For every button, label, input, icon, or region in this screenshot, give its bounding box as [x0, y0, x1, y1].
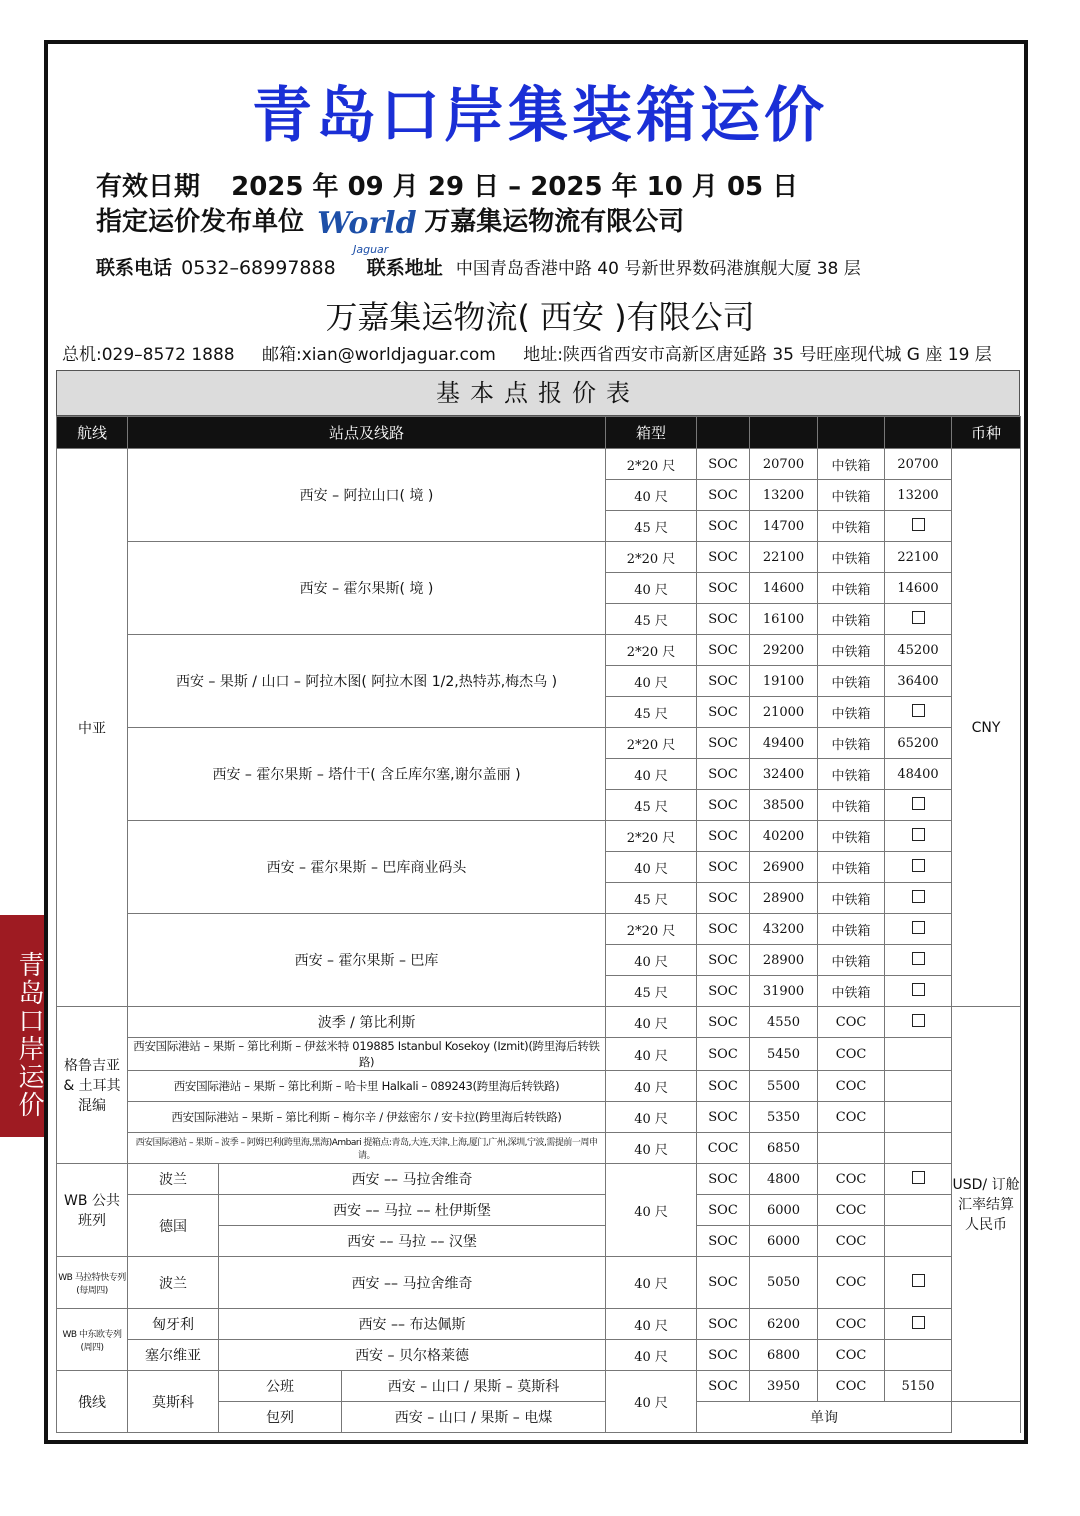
route-cell: 西安国际港站 – 果斯 – 第比利斯 – 哈卡里 Halkali – 089243(跨里海后转铁路) — [128, 1071, 606, 1102]
table-title: 基本点报价表 — [56, 370, 1020, 416]
empty-checkbox-icon — [912, 921, 925, 934]
container-type-cell: 中铁箱 — [818, 697, 885, 728]
box-cell: 2*20 尺 — [606, 821, 697, 852]
checkbox-cell — [885, 790, 952, 821]
region-cell: WB 公共 班列 — [57, 1164, 128, 1257]
container-type-cell: COC — [818, 1257, 885, 1309]
empty-checkbox-icon — [912, 859, 925, 872]
phone-value: 0532–68997888 — [181, 257, 336, 279]
price-cell: 36400 — [885, 666, 952, 697]
empty-cell — [885, 1038, 952, 1071]
checkbox-cell — [885, 914, 952, 945]
route-cell: 西安 –– 马拉舍维奇 — [219, 1257, 606, 1309]
owner-cell: SOC — [697, 1038, 750, 1071]
container-type-cell: 中铁箱 — [818, 883, 885, 914]
container-type-cell: 中铁箱 — [818, 604, 885, 635]
box-cell: 40 尺 — [606, 666, 697, 697]
container-type-cell: 中铁箱 — [818, 480, 885, 511]
box-cell: 45 尺 — [606, 697, 697, 728]
branch-address: 地址:陕西省西安市高新区唐延路 35 号旺座现代城 G 座 19 层 — [523, 345, 992, 365]
route-cell: 西安 – 果斯 / 山口 – 阿拉木图( 阿拉木图 1/2,热特苏,梅杰乌 ) — [128, 635, 606, 728]
owner-cell: SOC — [697, 728, 750, 759]
box-cell: 45 尺 — [606, 883, 697, 914]
container-type-cell: 中铁箱 — [818, 728, 885, 759]
checkbox-cell — [885, 1309, 952, 1340]
country-cell: 波兰 — [128, 1257, 219, 1309]
container-type-cell: 中铁箱 — [818, 790, 885, 821]
price-cell: 5150 — [885, 1371, 952, 1402]
empty-cell — [885, 1133, 952, 1164]
checkbox-cell — [885, 1007, 952, 1038]
route-cell: 西安 –– 马拉 –– 汉堡 — [219, 1226, 606, 1257]
box-cell: 45 尺 — [606, 604, 697, 635]
country-cell: 匈牙利 — [128, 1309, 219, 1340]
checkbox-cell — [885, 1257, 952, 1309]
owner-cell: SOC — [697, 1102, 750, 1133]
container-type-cell: 中铁箱 — [818, 976, 885, 1007]
price-cell: 38500 — [750, 790, 818, 821]
empty-checkbox-icon — [912, 1316, 925, 1329]
checkbox-cell — [885, 697, 952, 728]
empty-checkbox-icon — [912, 828, 925, 841]
price-cell: 49400 — [750, 728, 818, 759]
route-cell: 西安 – 霍尔果斯 – 塔什干( 含丘库尔塞,谢尔盖丽 ) — [128, 728, 606, 821]
box-cell: 40 尺 — [606, 573, 697, 604]
route-cell: 西安 –– 马拉 –– 杜伊斯堡 — [219, 1195, 606, 1226]
container-type-cell: 中铁箱 — [818, 449, 885, 480]
price-cell: 28900 — [750, 883, 818, 914]
currency-cell: CNY — [952, 449, 1021, 1007]
price-cell: 20700 — [885, 449, 952, 480]
checkbox-cell — [885, 1164, 952, 1195]
branch-company-name: 万嘉集运物流( 西安 )有限公司 — [325, 298, 755, 336]
box-cell: 40 尺 — [606, 759, 697, 790]
owner-cell: SOC — [697, 1164, 750, 1195]
empty-checkbox-icon — [912, 704, 925, 717]
empty-cell — [885, 1102, 952, 1133]
owner-cell: SOC — [697, 852, 750, 883]
empty-checkbox-icon — [912, 1014, 925, 1027]
publisher-line — [96, 202, 685, 256]
owner-cell: SOC — [697, 604, 750, 635]
box-cell: 40 尺 — [606, 852, 697, 883]
validity-label: 有效日期 — [96, 172, 201, 202]
box-cell: 40 尺 — [606, 1371, 697, 1433]
route-cell: 西安国际港站 – 果斯 – 波季 – 阿姆巴利(跨里海,黑海)Ambari 提箱点:青岛,大连,天津,上海,厦门,广州,深圳,宁波,需提前一周申请。 — [128, 1133, 606, 1164]
branch-contact — [62, 340, 1014, 365]
empty-checkbox-icon — [912, 518, 925, 531]
table-row — [57, 1195, 1021, 1226]
table-row — [57, 914, 1021, 945]
route-cell: 波季 / 第比利斯 — [128, 1007, 606, 1038]
owner-cell: SOC — [697, 542, 750, 573]
price-cell: 5450 — [750, 1038, 818, 1071]
box-cell: 40 尺 — [606, 1071, 697, 1102]
checkbox-cell — [885, 511, 952, 542]
box-cell: 40 尺 — [606, 480, 697, 511]
country-cell: 德国 — [128, 1195, 219, 1257]
container-type-cell: 中铁箱 — [818, 666, 885, 697]
box-cell: 2*20 尺 — [606, 635, 697, 666]
route-cell: 西安 – 山口 / 果斯 – 电煤 — [342, 1402, 606, 1433]
price-cell: 48400 — [885, 759, 952, 790]
validity-line — [96, 166, 798, 203]
box-cell: 40 尺 — [606, 1038, 697, 1071]
container-type-cell: COC — [818, 1309, 885, 1340]
branch-switchboard: 总机:029–8572 1888 — [62, 345, 235, 365]
price-cell: 5500 — [750, 1071, 818, 1102]
route-cell: 西安 –– 马拉舍维奇 — [219, 1164, 606, 1195]
container-type-cell: 中铁箱 — [818, 759, 885, 790]
container-type-cell: COC — [818, 1102, 885, 1133]
price-cell: 4550 — [750, 1007, 818, 1038]
owner-cell: SOC — [697, 976, 750, 1007]
box-cell: 40 尺 — [606, 945, 697, 976]
container-type-cell: COC — [818, 1226, 885, 1257]
header-route: 航线 — [57, 417, 128, 449]
price-cell: 3950 — [750, 1371, 818, 1402]
container-type-cell: 中铁箱 — [818, 821, 885, 852]
empty-checkbox-icon — [912, 1274, 925, 1287]
table-row — [57, 1371, 1021, 1402]
price-cell: 5050 — [750, 1257, 818, 1309]
owner-cell: SOC — [697, 914, 750, 945]
box-cell: 40 尺 — [606, 1133, 697, 1164]
owner-cell: SOC — [697, 1309, 750, 1340]
price-cell: 21000 — [750, 697, 818, 728]
service-kind-cell: 包列 — [219, 1402, 342, 1433]
address-value: 中国青岛香港中路 40 号新世界数码港旗舰大厦 38 层 — [455, 259, 861, 279]
price-cell: 65200 — [885, 728, 952, 759]
route-cell: 西安 – 阿拉山口( 境 ) — [128, 449, 606, 542]
box-cell: 2*20 尺 — [606, 728, 697, 759]
route-cell: 西安 – 霍尔果斯 – 巴库 — [128, 914, 606, 1007]
box-cell: 45 尺 — [606, 976, 697, 1007]
empty-cell — [885, 1340, 952, 1371]
checkbox-cell — [885, 945, 952, 976]
price-cell: 6800 — [750, 1340, 818, 1371]
owner-cell: SOC — [697, 1071, 750, 1102]
table-row — [57, 1007, 1021, 1038]
container-type-cell: COC — [818, 1007, 885, 1038]
checkbox-cell — [885, 821, 952, 852]
branch-email: 邮箱:xian@worldjaguar.com — [262, 345, 496, 365]
empty-cell — [885, 1071, 952, 1102]
price-cell: 32400 — [750, 759, 818, 790]
box-cell: 2*20 尺 — [606, 542, 697, 573]
checkbox-cell — [885, 852, 952, 883]
owner-cell: SOC — [697, 1257, 750, 1309]
owner-cell: SOC — [697, 449, 750, 480]
price-cell: 16100 — [750, 604, 818, 635]
table-row — [57, 728, 1021, 759]
price-cell: 45200 — [885, 635, 952, 666]
table-row — [57, 1340, 1021, 1371]
owner-cell: SOC — [697, 1340, 750, 1371]
route-cell: 西安 – 贝尔格莱德 — [219, 1340, 606, 1371]
currency-cell: USD/ 订舱汇率结算人民币 — [952, 1007, 1021, 1402]
box-cell: 40 尺 — [606, 1309, 697, 1340]
container-type-cell: 中铁箱 — [818, 573, 885, 604]
owner-cell: SOC — [697, 821, 750, 852]
region-cell: 俄线 — [57, 1371, 128, 1433]
checkbox-cell — [885, 604, 952, 635]
price-cell: 6200 — [750, 1309, 818, 1340]
price-cell: 14600 — [750, 573, 818, 604]
service-kind-cell: 公班 — [219, 1371, 342, 1402]
box-cell: 40 尺 — [606, 1340, 697, 1371]
price-cell: 31900 — [750, 976, 818, 1007]
price-cell: 26900 — [750, 852, 818, 883]
owner-cell: SOC — [697, 1371, 750, 1402]
inquiry-note-cell: 单询 — [697, 1402, 952, 1433]
price-cell: 13200 — [750, 480, 818, 511]
owner-cell: SOC — [697, 759, 750, 790]
region-cell: WB 马拉特快专列 (每周四) — [57, 1257, 128, 1309]
price-cell: 40200 — [750, 821, 818, 852]
table-row — [57, 1257, 1021, 1309]
country-cell: 塞尔维亚 — [128, 1340, 219, 1371]
route-cell: 西安国际港站 – 果斯 – 第比利斯 – 梅尔辛 / 伊兹密尔 / 安卡拉(跨里海后转铁路) — [128, 1102, 606, 1133]
price-cell: 6850 — [750, 1133, 818, 1164]
region-cell: 中亚 — [57, 449, 128, 1007]
world-jaguar-logo: World Jaguar — [317, 205, 417, 256]
price-cell: 14700 — [750, 511, 818, 542]
price-cell: 22100 — [885, 542, 952, 573]
box-cell: 2*20 尺 — [606, 449, 697, 480]
box-cell: 40 尺 — [606, 1257, 697, 1309]
container-type-cell: 中铁箱 — [818, 852, 885, 883]
checkbox-cell — [885, 976, 952, 1007]
side-tab: 青岛口岸运价 — [0, 915, 44, 1137]
table-row — [57, 1309, 1021, 1340]
header-box: 箱型 — [606, 417, 697, 449]
owner-cell: SOC — [697, 666, 750, 697]
table-row — [57, 821, 1021, 852]
price-cell: 6000 — [750, 1195, 818, 1226]
empty-checkbox-icon — [912, 797, 925, 810]
page-title: 青岛口岸集装箱运价 — [252, 81, 828, 151]
container-type-cell: 中铁箱 — [818, 635, 885, 666]
empty-checkbox-icon — [912, 983, 925, 996]
publisher-label: 指定运价发布单位 — [96, 207, 305, 237]
box-cell: 40 尺 — [606, 1164, 697, 1257]
owner-cell: SOC — [697, 635, 750, 666]
container-type-cell: 中铁箱 — [818, 914, 885, 945]
header-stations: 站点及线路 — [128, 417, 606, 449]
price-cell: 6000 — [750, 1226, 818, 1257]
route-cell: 西安 –– 布达佩斯 — [219, 1309, 606, 1340]
owner-cell: SOC — [697, 945, 750, 976]
container-type-cell: 中铁箱 — [818, 542, 885, 573]
owner-cell: SOC — [697, 697, 750, 728]
empty-checkbox-icon — [912, 890, 925, 903]
route-cell: 西安 – 霍尔果斯( 境 ) — [128, 542, 606, 635]
owner-cell: SOC — [697, 1007, 750, 1038]
rate-table — [56, 416, 1021, 1433]
table-row — [57, 635, 1021, 666]
country-cell: 波兰 — [128, 1164, 219, 1195]
box-cell: 40 尺 — [606, 1007, 697, 1038]
table-row — [57, 1102, 1021, 1133]
box-cell: 40 尺 — [606, 1102, 697, 1133]
container-type-cell: 中铁箱 — [818, 511, 885, 542]
address-label: 联系地址 — [366, 257, 443, 279]
box-cell: 2*20 尺 — [606, 914, 697, 945]
container-type-cell: COC — [818, 1340, 885, 1371]
table-row — [57, 1164, 1021, 1195]
validity-value: 2025 年 09 月 29 日 – 2025 年 10 月 05 日 — [231, 172, 799, 202]
empty-cell — [885, 1226, 952, 1257]
owner-cell: SOC — [697, 480, 750, 511]
table-row — [57, 1038, 1021, 1071]
container-type-cell: COC — [818, 1071, 885, 1102]
owner-cell: SOC — [697, 511, 750, 542]
container-type-cell: COC — [818, 1195, 885, 1226]
checkbox-cell — [885, 883, 952, 914]
container-type-cell: COC — [818, 1164, 885, 1195]
owner-cell: SOC — [697, 573, 750, 604]
table-row — [57, 542, 1021, 573]
table-row — [57, 1133, 1021, 1164]
owner-cell: SOC — [697, 1226, 750, 1257]
header-currency: 币种 — [952, 417, 1021, 449]
price-cell: 43200 — [750, 914, 818, 945]
empty-cell — [885, 1195, 952, 1226]
contact-line — [96, 253, 861, 280]
owner-cell: SOC — [697, 790, 750, 821]
box-cell: 45 尺 — [606, 511, 697, 542]
price-cell: 5350 — [750, 1102, 818, 1133]
publisher-name: 万嘉集运物流有限公司 — [424, 207, 685, 237]
price-cell: 20700 — [750, 449, 818, 480]
empty-checkbox-icon — [912, 952, 925, 965]
table-row — [57, 449, 1021, 480]
price-cell: 19100 — [750, 666, 818, 697]
region-cell: WB 中东欧专列 (周四) — [57, 1309, 128, 1371]
box-cell: 45 尺 — [606, 790, 697, 821]
container-type-cell: 中铁箱 — [818, 945, 885, 976]
table-row — [57, 1071, 1021, 1102]
owner-cell: COC — [697, 1133, 750, 1164]
owner-cell: SOC — [697, 883, 750, 914]
empty-checkbox-icon — [912, 611, 925, 624]
price-cell: 28900 — [750, 945, 818, 976]
route-cell: 西安 – 山口 / 果斯 – 莫斯科 — [342, 1371, 606, 1402]
empty-checkbox-icon — [912, 1171, 925, 1184]
price-cell: 29200 — [750, 635, 818, 666]
price-cell: 4800 — [750, 1164, 818, 1195]
route-cell: 西安国际港站 – 果斯 – 第比利斯 – 伊兹米特 019885 Istanbul Kosekoy (Izmit)(跨里海后转铁路) — [128, 1038, 606, 1071]
price-cell: 13200 — [885, 480, 952, 511]
phone-label: 联系电话 — [96, 257, 173, 279]
city-cell: 莫斯科 — [128, 1371, 219, 1433]
container-type-cell: COC — [818, 1038, 885, 1071]
container-type-cell: COC — [818, 1371, 885, 1402]
owner-cell: SOC — [697, 1195, 750, 1226]
table-header-row — [57, 417, 1021, 449]
container-type-cell — [818, 1133, 885, 1164]
price-cell: 22100 — [750, 542, 818, 573]
route-cell: 西安 – 霍尔果斯 – 巴库商业码头 — [128, 821, 606, 914]
region-cell: 格鲁吉亚 & 土耳其 混编 — [57, 1007, 128, 1164]
price-cell: 14600 — [885, 573, 952, 604]
